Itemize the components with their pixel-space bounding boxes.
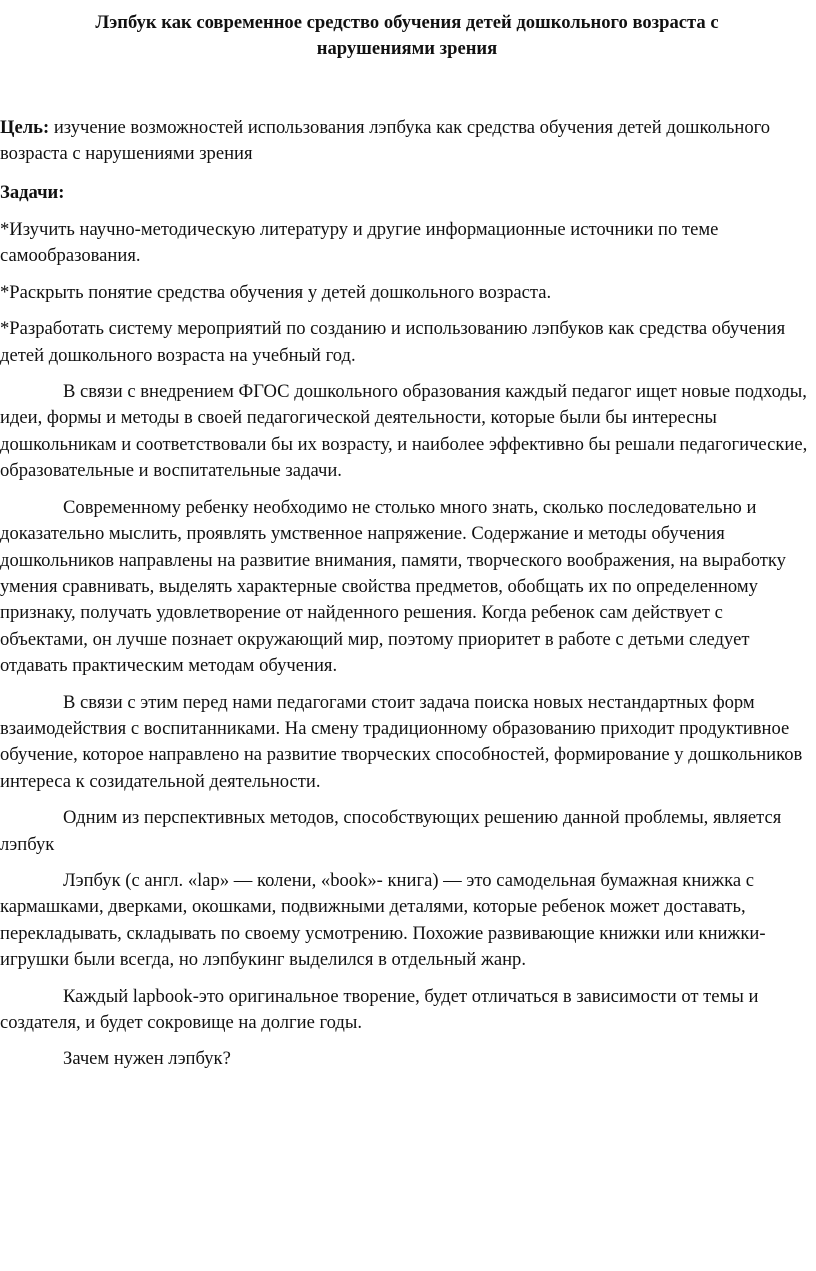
- task-item: *Разработать систему мероприятий по созданию и использованию лэпбуков как средства обучения детей дошкольного возраста на учебный год.: [0, 318, 786, 366]
- body-paragraph: В связи с внедрением ФГОС дошкольного образования каждый педагог ищет новые подходы, идеи, формы и методы в своей педагогической деятельности, которые были бы интересны дошкольникам и соответствовали бы их возрасту, и наиболее эффективно бы решали педагогические, образовательные и воспитательные задачи.: [0, 381, 808, 482]
- tasks-heading: Задачи:: [0, 181, 65, 203]
- document-title: [0, 10, 814, 63]
- body-paragraph: Зачем нужен лэпбук?: [63, 1048, 231, 1070]
- task-item: *Изучить научно-методическую литературу и другие информационные источники по теме самообразования.: [0, 219, 719, 267]
- body-paragraph: В связи с этим перед нами педагогами стоит задача поиска новых нестандартных форм взаимодействия с воспитанниками. На смену традиционному образованию приходит продуктивное обучение, которое направлено на развитие творческих способностей, формирование у дошкольников интереса к созидательной деятельности.: [0, 691, 803, 792]
- body-paragraph: Одним из перспективных методов, способствующих решению данной проблемы, является лэпбук: [0, 807, 782, 855]
- title-line-2: нарушениями зрения: [316, 38, 498, 60]
- goal-text: изучение возможностей использования лэпбука как средства обучения детей дошкольного возраста с нарушениями зрения: [0, 116, 771, 165]
- task-item: *Раскрыть понятие средства обучения у детей дошкольного возраста.: [0, 281, 552, 303]
- goal-paragraph: [0, 115, 814, 168]
- title-line-1: Лэпбук как современное средство обучения детей дошкольного возраста с: [95, 12, 719, 33]
- goal-label: Цель:: [0, 116, 50, 138]
- body-paragraph: Каждый lapbook-это оригинальное творение, будет отличаться в зависимости от темы и создателя, и будет сокровище на долгие годы.: [0, 985, 759, 1033]
- body-paragraph: Современному ребенку необходимо не столько много знать, сколько последовательно и доказательно мыслить, проявлять умственное напряжение. Содержание и методы обучения дошкольников направлены на развитие внимания, памяти, творческого воображения, на выработку умения сравнивать, выделять характерные свойства предметов, обобщать их по определенному признаку, получать удовлетворение от найденного решения. Когда ребенок сам действует с объектами, он лучше познает окружающий мир, поэтому приоритет в работе с детьми следует отдавать практическим методам обучения.: [0, 496, 786, 677]
- body-paragraph: Лэпбук (с англ. «lap» — колени, «book»- книга) — это самодельная бумажная книжка с кармашками, дверками, окошками, подвижными деталями, которые ребенок может доставать, перекладывать, складывать по своему усмотрению. Похожие развивающие книжки или книжки-игрушки были всегда, но лэпбукинг выделился в отдельный жанр.: [0, 869, 766, 971]
- spacer: [0, 63, 814, 115]
